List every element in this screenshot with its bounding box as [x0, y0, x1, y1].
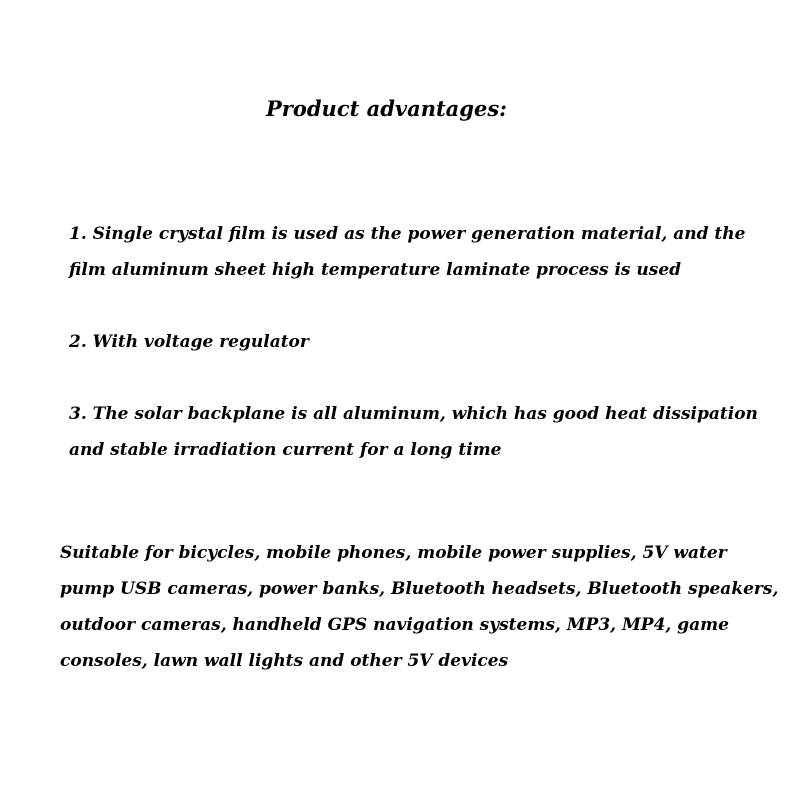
suitable-line: outdoor cameras, handheld GPS navigation systems, MP3, MP4, game	[60, 615, 729, 635]
advantage-1-line-1: 1. Single crystal film is used as the power generation material, and the	[69, 224, 746, 244]
advantage-2	[69, 324, 309, 360]
advantage-1	[69, 216, 745, 288]
advantage-3	[69, 396, 758, 468]
advantage-2-line-1: 2. With voltage regulator	[69, 332, 309, 352]
suitable-line: Suitable for bicycles, mobile phones, mobile power supplies, 5V water	[60, 543, 727, 563]
suitable-line: pump USB cameras, power banks, Bluetooth headsets, Bluetooth speakers,	[60, 579, 779, 599]
suitable-line: consoles, lawn wall lights and other 5V devices	[60, 651, 509, 671]
suitable-for-paragraph	[60, 535, 778, 679]
advantage-3-line-1: 3. The solar backplane is all aluminum, which has good heat dissipation	[69, 404, 758, 424]
advantage-3-line-2: and stable irradiation current for a long time	[69, 440, 502, 460]
advantage-1-line-2: film aluminum sheet high temperature laminate process is used	[69, 260, 682, 280]
page-title: Product advantages:	[266, 96, 507, 121]
